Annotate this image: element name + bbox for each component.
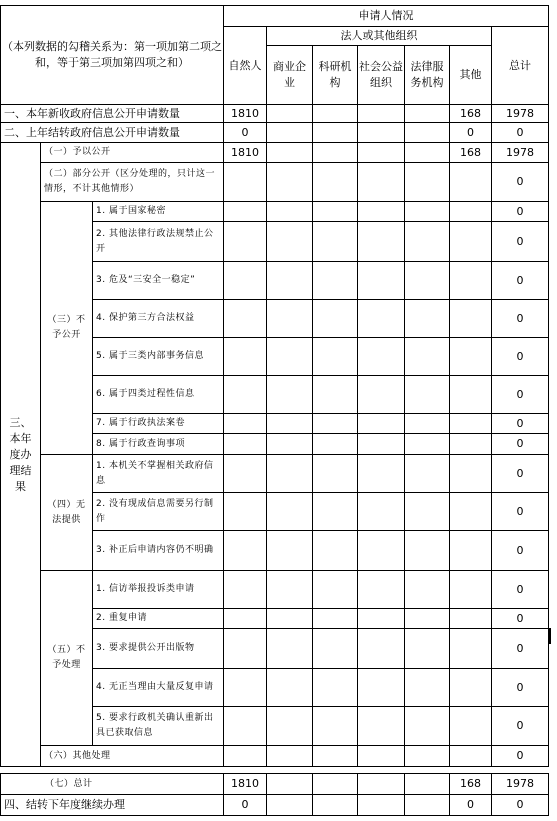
refuse-item-legal bbox=[404, 221, 450, 262]
unable-item-legal bbox=[404, 492, 450, 531]
noprocess-item-total: 0 bbox=[491, 570, 549, 609]
refuse-item-total: 0 bbox=[491, 261, 549, 300]
otherproc-social bbox=[357, 745, 405, 767]
refuse-item-research bbox=[312, 433, 358, 455]
noprocess-item-social bbox=[357, 706, 405, 746]
otherproc-natural bbox=[223, 745, 267, 767]
refuse-item-social bbox=[357, 413, 405, 434]
row4-social bbox=[357, 794, 405, 816]
partial-label: （二）部分公开（区分处理的，只计这一情形，不计其他情形） bbox=[40, 162, 224, 202]
row4-business bbox=[266, 794, 313, 816]
row2-legal bbox=[404, 122, 450, 143]
subtotal-legal bbox=[404, 773, 450, 795]
unable-item-research bbox=[312, 492, 358, 531]
refuse-item-natural bbox=[223, 413, 267, 434]
subtotal-research bbox=[312, 773, 358, 795]
noprocess-item-label: 1. 信访举报投诉类申请 bbox=[92, 570, 224, 609]
unable-item-label: 1. 本机关不掌握相关政府信息 bbox=[92, 454, 224, 493]
refuse-item-business bbox=[266, 299, 313, 338]
row2-total: 0 bbox=[491, 122, 549, 143]
refuse-item-other bbox=[449, 221, 492, 262]
noprocess-item-social bbox=[357, 570, 405, 609]
partial-social bbox=[357, 162, 405, 202]
row1-total: 1978 bbox=[491, 104, 549, 123]
unable-item-other bbox=[449, 530, 492, 571]
section3-label: 三、本年度办理结果 bbox=[0, 142, 41, 767]
refuse-item-legal bbox=[404, 299, 450, 338]
grant-legal bbox=[404, 142, 450, 163]
refuse-item-legal bbox=[404, 261, 450, 300]
refuse-item-natural bbox=[223, 375, 267, 414]
refuse-group-label: （三）不予公开 bbox=[40, 201, 93, 455]
refuse-item-label: 1. 属于国家秘密 bbox=[92, 201, 224, 222]
unable-item-natural bbox=[223, 454, 267, 493]
noprocess-item-other bbox=[449, 628, 492, 669]
grant-other: 168 bbox=[449, 142, 492, 163]
refuse-item-social bbox=[357, 201, 405, 222]
noprocess-item-social bbox=[357, 668, 405, 707]
applicant-situation-header: 申请人情况 bbox=[223, 5, 549, 27]
legal-service-header: 法律服务机构 bbox=[404, 45, 450, 105]
unable-item-label: 3. 补正后申请内容仍不明确 bbox=[92, 530, 224, 571]
noprocess-item-business bbox=[266, 628, 313, 669]
research-header: 科研机构 bbox=[312, 45, 358, 105]
noprocess-item-research bbox=[312, 608, 358, 629]
noprocess-item-social bbox=[357, 628, 405, 669]
unable-item-business bbox=[266, 492, 313, 531]
refuse-item-label: 6. 属于四类过程性信息 bbox=[92, 375, 224, 414]
refuse-item-other bbox=[449, 375, 492, 414]
refuse-item-label: 8. 属于行政查询事项 bbox=[92, 433, 224, 455]
refuse-item-natural bbox=[223, 433, 267, 455]
noprocess-item-legal bbox=[404, 706, 450, 746]
noprocess-item-legal bbox=[404, 570, 450, 609]
partial-total: 0 bbox=[491, 162, 549, 202]
noprocess-item-label: 2. 重复申请 bbox=[92, 608, 224, 629]
unable-item-legal bbox=[404, 454, 450, 493]
noprocess-item-other bbox=[449, 608, 492, 629]
refuse-item-natural bbox=[223, 337, 267, 376]
row2-social bbox=[357, 122, 405, 143]
refuse-item-legal bbox=[404, 413, 450, 434]
noprocess-item-label: 5. 要求行政机关确认重新出具已获取信息 bbox=[92, 706, 224, 746]
otherproc-business bbox=[266, 745, 313, 767]
refuse-item-legal bbox=[404, 337, 450, 376]
refuse-item-legal bbox=[404, 201, 450, 222]
unable-group-label: （四）无法提供 bbox=[40, 454, 93, 571]
noprocess-item-natural bbox=[223, 570, 267, 609]
row4-total: 0 bbox=[491, 794, 549, 816]
subtotal-other: 168 bbox=[449, 773, 492, 795]
refuse-item-business bbox=[266, 433, 313, 455]
noprocess-item-total: 0 bbox=[491, 608, 549, 629]
row1-social bbox=[357, 104, 405, 123]
refuse-item-research bbox=[312, 201, 358, 222]
noprocess-item-label: 4. 无正当理由大量反复申请 bbox=[92, 668, 224, 707]
noprocess-item-legal bbox=[404, 608, 450, 629]
refuse-item-business bbox=[266, 261, 313, 300]
refuse-item-total: 0 bbox=[491, 375, 549, 414]
social-welfare-header: 社会公益组织 bbox=[357, 45, 405, 105]
unable-item-business bbox=[266, 530, 313, 571]
noprocess-item-total: 0 bbox=[491, 668, 549, 707]
refuse-item-business bbox=[266, 201, 313, 222]
otherproc-other bbox=[449, 745, 492, 767]
noprocess-item-business bbox=[266, 668, 313, 707]
unable-item-social bbox=[357, 530, 405, 571]
row4-research bbox=[312, 794, 358, 816]
row4-label: 四、结转下年度继续办理 bbox=[0, 794, 224, 816]
unable-item-other bbox=[449, 454, 492, 493]
otherproc-legal bbox=[404, 745, 450, 767]
noprocess-item-legal bbox=[404, 628, 450, 669]
other-processing-label: （六）其他处理 bbox=[40, 745, 224, 767]
refuse-item-natural bbox=[223, 201, 267, 222]
refuse-item-research bbox=[312, 413, 358, 434]
refuse-item-other bbox=[449, 261, 492, 300]
row2-other: 0 bbox=[449, 122, 492, 143]
refuse-item-research bbox=[312, 221, 358, 262]
row4-other: 0 bbox=[449, 794, 492, 816]
grant-natural: 1810 bbox=[223, 142, 267, 163]
refuse-item-social bbox=[357, 337, 405, 376]
refuse-item-other bbox=[449, 299, 492, 338]
noprocess-item-research bbox=[312, 706, 358, 746]
grant-social bbox=[357, 142, 405, 163]
refuse-item-research bbox=[312, 299, 358, 338]
row1-label: 一、本年新收政府信息公开申请数量 bbox=[0, 104, 224, 123]
refuse-item-label: 2. 其他法律行政法规禁止公开 bbox=[92, 221, 224, 262]
noprocess-item-business bbox=[266, 706, 313, 746]
unable-item-social bbox=[357, 492, 405, 531]
subtotal-social bbox=[357, 773, 405, 795]
other-processing-total: 0 bbox=[491, 745, 549, 767]
other-header: 其他 bbox=[449, 45, 492, 105]
refuse-item-natural bbox=[223, 299, 267, 338]
natural-person-header: 自然人 bbox=[223, 26, 267, 105]
text-cursor-mark bbox=[548, 628, 551, 644]
refuse-item-total: 0 bbox=[491, 413, 549, 434]
grant-label: （一）予以公开 bbox=[40, 142, 224, 163]
grant-total: 1978 bbox=[491, 142, 549, 163]
partial-legal bbox=[404, 162, 450, 202]
row2-natural: 0 bbox=[223, 122, 267, 143]
refuse-item-research bbox=[312, 375, 358, 414]
grant-research bbox=[312, 142, 358, 163]
row1-other: 168 bbox=[449, 104, 492, 123]
refuse-item-other bbox=[449, 433, 492, 455]
noprocess-item-social bbox=[357, 608, 405, 629]
refuse-item-business bbox=[266, 337, 313, 376]
noprocess-item-other bbox=[449, 706, 492, 746]
noprocess-item-business bbox=[266, 570, 313, 609]
refuse-item-business bbox=[266, 413, 313, 434]
noprocess-item-label: 3. 要求提供公开出版物 bbox=[92, 628, 224, 669]
otherproc-research bbox=[312, 745, 358, 767]
refuse-item-social bbox=[357, 221, 405, 262]
unable-item-social bbox=[357, 454, 405, 493]
subtotal-business bbox=[266, 773, 313, 795]
noprocess-item-research bbox=[312, 570, 358, 609]
noprocess-item-other bbox=[449, 570, 492, 609]
refuse-item-total: 0 bbox=[491, 221, 549, 262]
noprocess-item-research bbox=[312, 628, 358, 669]
unable-item-total: 0 bbox=[491, 454, 549, 493]
refuse-item-label: 4. 保护第三方合法权益 bbox=[92, 299, 224, 338]
refuse-item-label: 3. 危及“三安全一稳定” bbox=[92, 261, 224, 300]
refuse-item-social bbox=[357, 375, 405, 414]
row2-label: 二、上年结转政府信息公开申请数量 bbox=[0, 122, 224, 143]
noprocess-group-label: （五）不予处理 bbox=[40, 570, 93, 746]
unable-item-natural bbox=[223, 530, 267, 571]
refuse-item-total: 0 bbox=[491, 337, 549, 376]
unable-item-total: 0 bbox=[491, 492, 549, 531]
noprocess-item-total: 0 bbox=[491, 706, 549, 746]
refuse-item-natural bbox=[223, 261, 267, 300]
table-page-break bbox=[0, 767, 557, 773]
unable-item-research bbox=[312, 454, 358, 493]
row4-legal bbox=[404, 794, 450, 816]
row4-natural: 0 bbox=[223, 794, 267, 816]
unable-item-legal bbox=[404, 530, 450, 571]
refuse-item-natural bbox=[223, 221, 267, 262]
noprocess-item-business bbox=[266, 608, 313, 629]
refuse-item-other bbox=[449, 413, 492, 434]
refuse-item-label: 7. 属于行政执法案卷 bbox=[92, 413, 224, 434]
refuse-item-business bbox=[266, 375, 313, 414]
total-header: 总计 bbox=[491, 26, 549, 105]
row1-natural: 1810 bbox=[223, 104, 267, 123]
subtotal-natural: 1810 bbox=[223, 773, 267, 795]
unable-item-other bbox=[449, 492, 492, 531]
unable-item-natural bbox=[223, 492, 267, 531]
noprocess-item-natural bbox=[223, 608, 267, 629]
unable-item-research bbox=[312, 530, 358, 571]
row2-research bbox=[312, 122, 358, 143]
refuse-item-total: 0 bbox=[491, 433, 549, 455]
refuse-item-social bbox=[357, 433, 405, 455]
noprocess-item-natural bbox=[223, 628, 267, 669]
row1-business bbox=[266, 104, 313, 123]
refuse-item-total: 0 bbox=[491, 299, 549, 338]
refuse-item-business bbox=[266, 221, 313, 262]
noprocess-item-other bbox=[449, 668, 492, 707]
unable-item-label: 2. 没有现成信息需要另行制作 bbox=[92, 492, 224, 531]
refuse-item-label: 5. 属于三类内部事务信息 bbox=[92, 337, 224, 376]
subtotal-total: 1978 bbox=[491, 773, 549, 795]
refuse-item-social bbox=[357, 299, 405, 338]
noprocess-item-natural bbox=[223, 706, 267, 746]
noprocess-item-total: 0 bbox=[491, 628, 549, 669]
row1-legal bbox=[404, 104, 450, 123]
corner-note: （本列数据的勾稽关系为：第一项加第二项之和，等于第三项加第四项之和） bbox=[0, 5, 224, 105]
partial-research bbox=[312, 162, 358, 202]
refuse-item-legal bbox=[404, 433, 450, 455]
row1-research bbox=[312, 104, 358, 123]
refuse-item-research bbox=[312, 261, 358, 300]
legal-person-group-header: 法人或其他组织 bbox=[266, 26, 492, 46]
refuse-item-research bbox=[312, 337, 358, 376]
subtotal-label: （七）总计 bbox=[0, 773, 224, 795]
noprocess-item-research bbox=[312, 668, 358, 707]
partial-business bbox=[266, 162, 313, 202]
unable-item-total: 0 bbox=[491, 530, 549, 571]
partial-other bbox=[449, 162, 492, 202]
refuse-item-other bbox=[449, 201, 492, 222]
refuse-item-social bbox=[357, 261, 405, 300]
refuse-item-total: 0 bbox=[491, 201, 549, 222]
noprocess-item-natural bbox=[223, 668, 267, 707]
refuse-item-other bbox=[449, 337, 492, 376]
unable-item-business bbox=[266, 454, 313, 493]
partial-natural bbox=[223, 162, 267, 202]
refuse-item-legal bbox=[404, 375, 450, 414]
noprocess-item-legal bbox=[404, 668, 450, 707]
business-header: 商业企业 bbox=[266, 45, 313, 105]
row2-business bbox=[266, 122, 313, 143]
grant-business bbox=[266, 142, 313, 163]
